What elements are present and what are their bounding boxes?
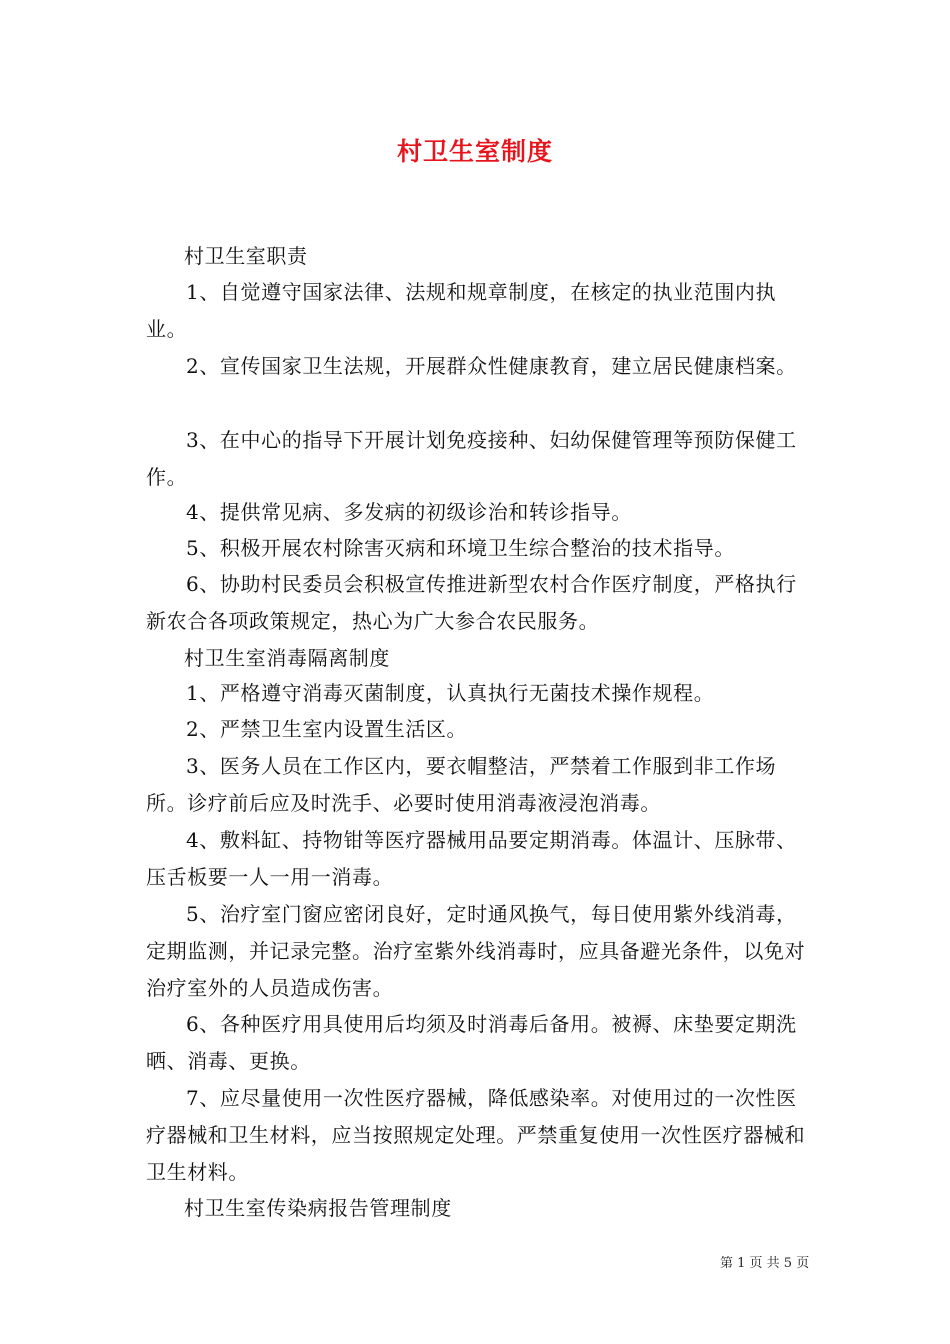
section-heading-infectious-disease: 村卫生室传染病报告管理制度 bbox=[184, 1196, 452, 1220]
paragraph: 4、提供常见病、多发病的初级诊治和转诊指导。 bbox=[186, 500, 632, 524]
section-heading-duties: 村卫生室职责 bbox=[184, 244, 308, 268]
paragraph: 5、治疗室门窗应密闭良好，定时通风换气，每日使用紫外线消毒，定期监测，并记录完整。治疗室紫外线消毒时，应具备避光条件，以免对治疗室外的人员造成伤害。 bbox=[146, 902, 806, 1000]
document-title: 村卫生室制度 bbox=[396, 137, 553, 166]
paragraph: 2、宣传国家卫生法规，开展群众性健康教育，建立居民健康档案。 bbox=[186, 354, 797, 378]
section-heading-disinfection: 村卫生室消毒隔离制度 bbox=[184, 646, 390, 670]
paragraph: 3、医务人员在工作区内，要衣帽整洁，严禁着工作服到非工作场所。诊疗前后应及时洗手、必要时使用消毒液浸泡消毒。 bbox=[146, 754, 777, 815]
paragraph: 3、在中心的指导下开展计划免疫接种、妇幼保健管理等预防保健工作。 bbox=[146, 428, 797, 489]
paragraph: 7、应尽量使用一次性医疗器械，降低感染率。对使用过的一次性医疗器械和卫生材料，应当按照规定处理。严禁重复使用一次性医疗器械和卫生材料。 bbox=[146, 1086, 806, 1184]
paragraph: 2、严禁卫生室内设置生活区。 bbox=[186, 717, 468, 741]
paragraph: 6、协助村民委员会积极宣传推进新型农村合作医疗制度，严格执行新农合各项政策规定，热心为广大参合农民服务。 bbox=[146, 572, 797, 633]
paragraph: 1、严格遵守消毒灭菌制度，认真执行无菌技术操作规程。 bbox=[186, 681, 715, 705]
page-number: 第 1 页 共 5 页 bbox=[720, 1256, 810, 1271]
paragraph: 4、敷料缸、持物钳等医疗器械用品要定期消毒。体温计、压脉带、压舌板要一人一用一消毒。 bbox=[146, 828, 797, 889]
paragraph: 6、各种医疗用具使用后均须及时消毒后备用。被褥、床垫要定期洗晒、消毒、更换。 bbox=[146, 1012, 797, 1073]
paragraph: 5、积极开展农村除害灭病和环境卫生综合整治的技术指导。 bbox=[186, 536, 735, 560]
paragraph: 1、自觉遵守国家法律、法规和规章制度，在核定的执业范围内执业。 bbox=[146, 280, 777, 341]
